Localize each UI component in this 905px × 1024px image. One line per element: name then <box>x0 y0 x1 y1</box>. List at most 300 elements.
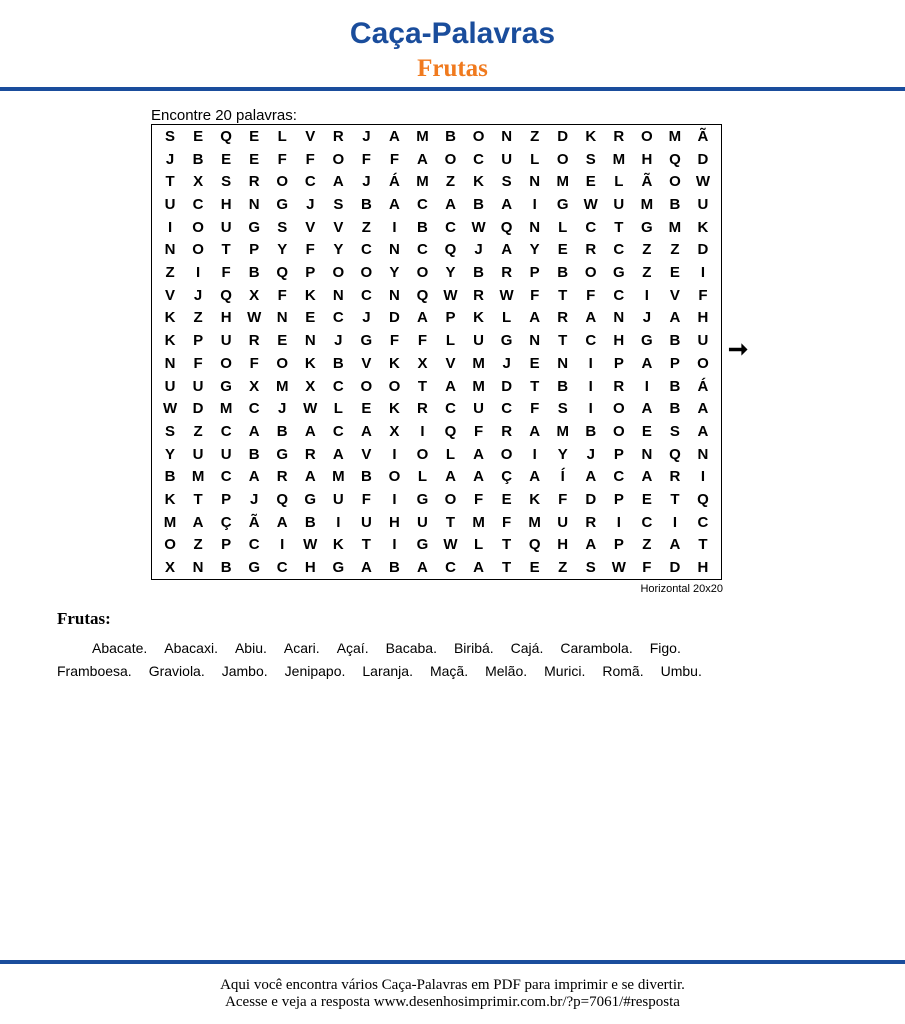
grid-letter: M <box>219 400 233 418</box>
grid-letter: I <box>392 491 397 509</box>
grid-letter: U <box>332 491 344 509</box>
grid-letter: C <box>641 513 653 531</box>
grid-letter: N <box>304 332 316 350</box>
grid-letter: O <box>332 264 345 282</box>
grid-letter: G <box>304 491 317 509</box>
grid-letter: R <box>417 400 428 418</box>
grid-letter: P <box>613 354 624 372</box>
grid-letter: M <box>416 127 429 145</box>
grid-letter: K <box>473 309 484 327</box>
grid-letter: A <box>641 400 653 418</box>
grid-letter: C <box>332 422 344 440</box>
grid-letter: E <box>277 332 288 350</box>
grid-letter: B <box>360 195 372 213</box>
grid-letter: O <box>220 354 232 372</box>
grid-letter: E <box>305 309 316 327</box>
grid-letter: L <box>333 400 343 418</box>
grid-letter: P <box>193 332 204 350</box>
grid-letter: K <box>473 173 484 191</box>
word-list-item: Murici. <box>544 663 586 679</box>
grid-letter: O <box>612 400 625 418</box>
grid-letter: Z <box>165 264 175 282</box>
grid-letter: I <box>588 400 593 418</box>
grid-letter: T <box>221 241 231 259</box>
grid-letter: B <box>445 127 456 145</box>
grid-letter: E <box>669 264 680 282</box>
grid-letter: V <box>361 354 372 372</box>
word-list-item: Jambo. <box>221 663 268 679</box>
grid-letter: F <box>193 354 203 372</box>
grid-letter: J <box>502 354 511 372</box>
grid-letter: T <box>698 536 708 554</box>
grid-letter: V <box>361 445 372 463</box>
grid-letter: I <box>700 264 706 282</box>
grid-letter: I <box>588 354 593 372</box>
grid-letter: O <box>472 127 485 145</box>
word-list-item: Bacaba. <box>385 640 437 656</box>
grid-letter: Z <box>530 127 540 145</box>
grid-letter: F <box>221 264 231 282</box>
grid-letter: A <box>388 195 400 213</box>
grid-letter: W <box>611 559 626 577</box>
grid-letter: G <box>276 445 289 463</box>
grid-letter: F <box>473 422 484 440</box>
grid-letter: B <box>473 264 484 282</box>
grid-letter: F <box>305 150 315 168</box>
grid-letter: Z <box>642 536 652 554</box>
grid-letter: H <box>613 332 625 350</box>
grid-letter: Z <box>445 173 456 191</box>
grid-letter: A <box>445 377 456 395</box>
grid-letter: C <box>613 468 625 486</box>
grid-letter: A <box>669 536 681 554</box>
grid-letter: R <box>613 127 625 145</box>
grid-letter: S <box>277 218 288 236</box>
grid-letter: A <box>697 400 709 418</box>
grid-letter: B <box>388 559 400 577</box>
grid-letter: F <box>473 491 484 509</box>
word-list-item: Graviola. <box>148 663 205 679</box>
grid-letter: T <box>165 173 175 191</box>
grid-letter: M <box>163 513 177 531</box>
grid-letter: S <box>165 127 176 145</box>
grid-letter: Y <box>529 241 540 259</box>
grid-letter: B <box>669 195 681 213</box>
grid-letter: Y <box>277 241 288 259</box>
grid-letter: D <box>697 241 709 259</box>
grid-letter: B <box>192 150 204 168</box>
grid-letter: O <box>360 377 373 395</box>
grid-letter: O <box>192 241 204 259</box>
grid-letter: I <box>532 445 537 463</box>
grid-letter: N <box>276 309 288 327</box>
grid-letter: X <box>305 377 316 395</box>
grid-letter: Q <box>528 536 541 554</box>
grid-letter: C <box>473 150 484 168</box>
grid-letter: C <box>248 400 260 418</box>
grid-letter: D <box>697 150 709 168</box>
grid-letter: O <box>360 264 373 282</box>
grid-letter: W <box>499 286 514 304</box>
word-list-item: Carambola. <box>560 640 633 656</box>
grid-letter: A <box>360 422 372 440</box>
word-list-item: Açaí. <box>336 640 369 656</box>
grid-letter: B <box>220 559 232 577</box>
grid-letter: I <box>392 218 397 236</box>
grid-letter: R <box>613 377 625 395</box>
grid-letter: R <box>585 513 597 531</box>
grid-letter: X <box>165 559 176 577</box>
grid-letter: E <box>557 241 568 259</box>
grid-letter: T <box>558 286 568 304</box>
grid-letter: J <box>362 309 371 327</box>
word-list-item: Abiu. <box>234 640 267 656</box>
grid-letter: A <box>585 468 597 486</box>
grid-letter: B <box>557 377 569 395</box>
grid-letter: Q <box>669 445 681 463</box>
grid-letter: R <box>473 286 484 304</box>
grid-letter: Í <box>560 468 565 486</box>
grid-letter: J <box>362 127 371 145</box>
grid-letter: I <box>392 445 397 463</box>
grid-letter: V <box>305 218 316 236</box>
grid-letter: A <box>417 150 428 168</box>
grid-letter: S <box>221 173 232 191</box>
grid-letter: T <box>502 559 512 577</box>
grid-letter: E <box>249 150 260 168</box>
word-list-item: Framboesa. <box>57 663 132 679</box>
grid-letter: O <box>697 354 709 372</box>
grid-letter: Z <box>193 536 203 554</box>
grid-letter: B <box>585 422 597 440</box>
grid-letter: S <box>333 195 344 213</box>
grid-letter: J <box>362 173 371 191</box>
grid-letter: G <box>248 559 260 577</box>
grid-letter: J <box>165 150 175 168</box>
grid-letter: W <box>583 195 598 213</box>
grid-letter: A <box>641 354 653 372</box>
grid-letter: C <box>613 286 625 304</box>
grid-letter: M <box>275 377 289 395</box>
grid-letter: W <box>695 173 711 191</box>
page-title: Caça-Palavras <box>349 17 556 50</box>
grid-letter: R <box>585 241 597 259</box>
grid-letter: O <box>276 354 289 372</box>
grid-letter: O <box>669 173 681 191</box>
page-subtitle: Frutas <box>417 55 488 82</box>
grid-letter: M <box>528 513 541 531</box>
grid-letter: P <box>613 445 624 463</box>
grid-letter: V <box>305 127 316 145</box>
grid-letter: D <box>669 559 681 577</box>
puzzle-instruction: Encontre 20 palavras: <box>151 107 297 124</box>
grid-letter: O <box>332 150 345 168</box>
grid-letter: Ã <box>641 173 653 191</box>
grid-letter: I <box>392 536 397 554</box>
word-list-item: Melão. <box>485 663 528 679</box>
grid-letter: C <box>613 241 625 259</box>
word-list-item: Maçã. <box>429 663 469 679</box>
grid-letter: C <box>585 218 597 236</box>
grid-letter: Z <box>642 241 652 259</box>
grid-letter: I <box>644 286 649 304</box>
grid-letter: A <box>445 468 456 486</box>
grid-letter: Á <box>388 173 400 191</box>
grid-letter: Z <box>558 559 568 577</box>
grid-letter: I <box>280 536 285 554</box>
grid-letter: T <box>558 332 568 350</box>
grid-letter: A <box>529 468 541 486</box>
grid-letter: M <box>556 173 569 191</box>
grid-letter: O <box>192 218 204 236</box>
grid-letter: W <box>443 536 458 554</box>
grid-letter: Q <box>276 264 289 282</box>
grid-letter: H <box>220 195 232 213</box>
grid-letter: M <box>332 468 345 486</box>
grid-letter: T <box>670 491 680 509</box>
grid-letter: O <box>164 536 176 554</box>
grid-letter: K <box>332 536 344 554</box>
grid-letter: Q <box>220 286 232 304</box>
grid-letter: C <box>360 241 372 259</box>
grid-letter: T <box>361 536 371 554</box>
grid-letter: F <box>586 286 596 304</box>
grid-letter: G <box>416 491 429 509</box>
grid-letter: X <box>249 286 260 304</box>
grid-letter: P <box>249 241 260 259</box>
grid-letter: U <box>192 445 204 463</box>
grid-letter: K <box>585 127 597 145</box>
grid-letter: J <box>306 195 315 213</box>
grid-letter: E <box>249 127 260 145</box>
grid-letter: F <box>389 150 399 168</box>
grid-letter: T <box>417 377 428 395</box>
grid-letter: H <box>304 559 316 577</box>
grid-letter: O <box>276 173 289 191</box>
grid-letter: Q <box>444 241 457 259</box>
grid-letter: G <box>500 332 513 350</box>
grid-letter: O <box>388 377 401 395</box>
grid-letter: W <box>471 218 486 236</box>
grid-letter: P <box>613 536 624 554</box>
grid-letter: Y <box>165 445 176 463</box>
grid-letter: R <box>248 332 260 350</box>
grid-letter: C <box>304 173 316 191</box>
grid-letter: E <box>585 173 596 191</box>
grid-letter: H <box>697 309 709 327</box>
grid-letter: O <box>388 468 401 486</box>
grid-letter: M <box>668 127 682 145</box>
grid-letter: O <box>641 127 653 145</box>
grid-letter: K <box>304 286 316 304</box>
grid-letter: U <box>164 377 176 395</box>
grid-letter: W <box>303 400 318 418</box>
grid-letter: U <box>192 377 204 395</box>
grid-letter: A <box>473 445 484 463</box>
grid-letter: E <box>221 150 232 168</box>
grid-letter: C <box>220 468 232 486</box>
grid-letter: L <box>614 173 624 191</box>
grid-letter: A <box>473 468 484 486</box>
grid-letter: I <box>588 377 593 395</box>
grid-letter: A <box>417 559 428 577</box>
grid-letter: M <box>640 195 654 213</box>
grid-letter: K <box>388 354 400 372</box>
grid-letter: R <box>501 264 513 282</box>
grid-letter: B <box>669 400 681 418</box>
grid-letter: B <box>473 195 484 213</box>
grid-letter: A <box>585 309 597 327</box>
grid-letter: T <box>614 218 624 236</box>
word-list-item: Romã. <box>602 663 644 679</box>
grid-letter: F <box>277 286 287 304</box>
grid-letter: M <box>556 422 569 440</box>
grid-letter: Q <box>444 422 457 440</box>
grid-letter: U <box>220 218 232 236</box>
grid-letter: A <box>332 173 344 191</box>
grid-letter: C <box>192 195 204 213</box>
grid-letter: A <box>501 241 513 259</box>
grid-letter: A <box>388 127 400 145</box>
grid-letter: Y <box>445 264 456 282</box>
grid-letter: M <box>668 218 682 236</box>
grid-letter: N <box>529 173 541 191</box>
grid-letter: C <box>276 559 288 577</box>
grid-letter: A <box>276 513 288 531</box>
footer-line-2: Acesse e veja a resposta www.desenhosimprimir.com.br/?p=7061/#resposta <box>225 994 680 1010</box>
word-list-item: Acari. <box>283 640 320 656</box>
grid-letter: P <box>669 354 680 372</box>
grid-letter: M <box>191 468 205 486</box>
grid-letter: F <box>530 286 540 304</box>
grid-letter: D <box>388 309 400 327</box>
grid-letter: N <box>388 241 400 259</box>
grid-letter: R <box>669 468 681 486</box>
grid-letter: M <box>472 377 485 395</box>
grid-letter: P <box>221 491 232 509</box>
grid-letter: G <box>360 332 373 350</box>
grid-letter: B <box>557 264 569 282</box>
grid-letter: G <box>276 195 289 213</box>
grid-letter: E <box>529 559 540 577</box>
grid-letter: L <box>277 127 287 145</box>
grid-letter: S <box>165 422 176 440</box>
grid-letter: F <box>361 491 371 509</box>
grid-letter: C <box>332 377 344 395</box>
grid-letter: C <box>697 513 709 531</box>
grid-letter: L <box>558 218 568 236</box>
grid-letter: Ç <box>501 468 513 486</box>
grid-letter: A <box>669 309 681 327</box>
grid-letter: V <box>669 286 680 304</box>
grid-letter: Y <box>389 264 400 282</box>
grid-letter: W <box>303 536 318 554</box>
grid-letter: Z <box>193 309 203 327</box>
grid-letter: A <box>417 309 428 327</box>
grid-letter: N <box>529 332 541 350</box>
grid-letter: O <box>556 150 569 168</box>
grid-letter: F <box>698 286 708 304</box>
grid-letter: C <box>417 195 428 213</box>
grid-letter: K <box>304 354 316 372</box>
grid-letter: F <box>305 241 315 259</box>
grid-letter: U <box>557 513 569 531</box>
grid-letter: U <box>473 400 484 418</box>
word-list-item: Jenipapo. <box>284 663 346 679</box>
word-list-row-2 <box>57 663 702 679</box>
grid-letter: I <box>616 513 621 531</box>
grid-letter: N <box>557 354 569 372</box>
grid-letter: M <box>416 173 429 191</box>
grid-letter: K <box>697 218 709 236</box>
word-list-item: Figo. <box>649 640 681 656</box>
grid-letter: I <box>672 513 677 531</box>
grid-letter: U <box>417 513 428 531</box>
grid-letter: A <box>641 468 653 486</box>
grid-letter: F <box>361 150 371 168</box>
grid-letter: N <box>192 559 204 577</box>
grid-letter: N <box>388 286 400 304</box>
grid-letter: W <box>443 286 458 304</box>
grid-letter: W <box>247 309 262 327</box>
grid-letter: L <box>473 536 484 554</box>
grid-letter: F <box>502 513 512 531</box>
grid-letter: Y <box>333 241 344 259</box>
grid-letter: B <box>304 513 316 531</box>
grid-letter: R <box>276 468 288 486</box>
grid-letter: Q <box>276 491 289 509</box>
grid-letter: F <box>277 150 287 168</box>
grid-letter: O <box>444 491 457 509</box>
word-list-item: Cajá. <box>510 640 544 656</box>
grid-letter: H <box>557 536 569 554</box>
grid-letter: G <box>332 559 345 577</box>
grid-letter: U <box>473 332 484 350</box>
grid-letter: G <box>556 195 569 213</box>
grid-letter: E <box>361 400 372 418</box>
grid-letter: A <box>697 422 709 440</box>
grid-letter: A <box>585 536 597 554</box>
grid-letter: I <box>700 468 706 486</box>
grid-letter: G <box>248 218 260 236</box>
grid-letter: J <box>334 332 343 350</box>
grid-letter: U <box>220 445 232 463</box>
grid-letter: L <box>417 468 428 486</box>
grid-letter: K <box>164 309 176 327</box>
grid-letter: A <box>529 422 541 440</box>
grid-letter: K <box>388 400 400 418</box>
grid-letter: E <box>641 491 652 509</box>
grid-letter: W <box>162 400 178 418</box>
grid-letter: F <box>249 354 259 372</box>
grid-letter: Q <box>697 491 709 509</box>
grid-letter: R <box>304 445 316 463</box>
grid-letter: J <box>193 286 203 304</box>
grid-letter: J <box>249 491 259 509</box>
grid-letter: N <box>501 127 513 145</box>
grid-letter: G <box>641 218 653 236</box>
grid-letter: Q <box>669 150 681 168</box>
grid-letter: C <box>585 332 597 350</box>
footer-line-1: Aqui você encontra vários Caça-Palavras em PDF para imprimir e se divertir. <box>220 977 685 993</box>
grid-letter: H <box>641 150 653 168</box>
grid-letter: J <box>586 445 595 463</box>
grid-letter: C <box>445 400 456 418</box>
grid-letter: Z <box>642 264 652 282</box>
grid-letter: P <box>221 536 232 554</box>
grid-letter: L <box>530 150 540 168</box>
grid-letter: Á <box>697 377 709 395</box>
